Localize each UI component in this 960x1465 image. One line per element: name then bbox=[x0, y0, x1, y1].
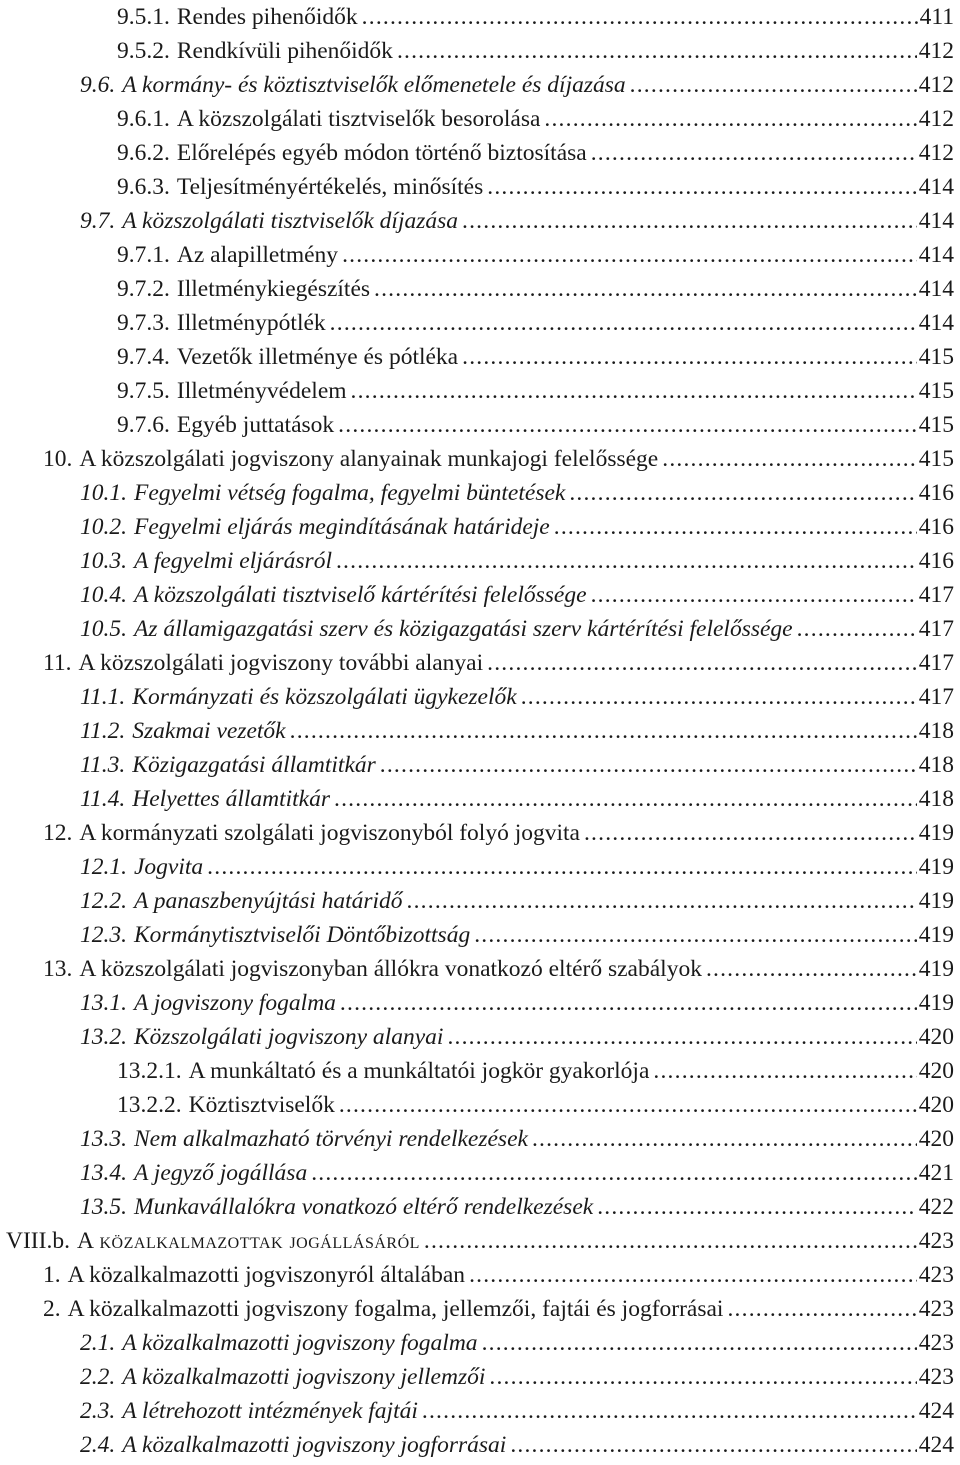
toc-entry[interactable] bbox=[117, 136, 954, 170]
toc-entry-number: 11.1. bbox=[80, 684, 126, 710]
dot-leader bbox=[422, 1394, 917, 1428]
toc-entry-page: 416 bbox=[918, 514, 954, 540]
dot-leader bbox=[727, 1292, 916, 1326]
dot-leader bbox=[330, 306, 917, 340]
dot-leader bbox=[339, 1088, 917, 1122]
toc-entry[interactable] bbox=[117, 170, 954, 204]
toc-entry-number: 9.7.6. bbox=[117, 412, 170, 438]
toc-entry-title: Teljesítményértékelés, minősítés bbox=[176, 174, 484, 200]
toc-entry-title: A közalkalmazottak jogállásáról bbox=[76, 1228, 420, 1254]
toc-entry[interactable] bbox=[117, 306, 954, 340]
toc-entry-title: A kormány- és köztisztviselők előmenetele és díjazása bbox=[122, 72, 626, 98]
dot-leader bbox=[487, 646, 917, 680]
toc-entry-number: 9.7.4. bbox=[117, 344, 170, 370]
toc-entry-number: 9.7.3. bbox=[117, 310, 170, 336]
toc-entry[interactable] bbox=[80, 850, 954, 884]
toc-entry-number: 13.2.2. bbox=[117, 1092, 182, 1118]
toc-entry[interactable] bbox=[117, 1054, 954, 1088]
dot-leader bbox=[597, 1190, 917, 1224]
toc-entry-title: A közalkalmazotti jogviszony jellemzői bbox=[122, 1364, 486, 1390]
toc-entry[interactable] bbox=[80, 544, 954, 578]
toc-entry[interactable] bbox=[117, 374, 954, 408]
toc-entry-title: A fegyelmi eljárásról bbox=[134, 548, 332, 574]
dot-leader bbox=[569, 476, 916, 510]
dot-leader bbox=[554, 510, 917, 544]
toc-entry-title: A közalkalmazotti jogviszony fogalma bbox=[122, 1330, 478, 1356]
toc-entry-title: A közszolgálati jogviszonyban állókra vonatkozó eltérő szabályok bbox=[79, 956, 702, 982]
toc-entry[interactable] bbox=[80, 1394, 954, 1428]
dot-leader bbox=[290, 714, 917, 748]
toc-entry-number: 9.6.2. bbox=[117, 140, 170, 166]
toc-entry[interactable] bbox=[43, 646, 954, 680]
dot-leader bbox=[630, 68, 917, 102]
toc-entry-number: 10. bbox=[43, 446, 73, 472]
toc-entry-title: Fegyelmi vétség fogalma, fegyelmi büntetések bbox=[134, 480, 566, 506]
toc-entry[interactable] bbox=[80, 748, 954, 782]
dot-leader bbox=[342, 238, 917, 272]
toc-entry-number: 13.4. bbox=[80, 1160, 127, 1186]
toc-entry-page: 412 bbox=[918, 38, 954, 64]
toc-entry-page: 422 bbox=[918, 1194, 954, 1220]
toc-entry[interactable] bbox=[117, 102, 954, 136]
toc-entry-number: 2.1. bbox=[80, 1330, 116, 1356]
toc-entry-page: 423 bbox=[918, 1296, 954, 1322]
toc-entry-page: 415 bbox=[918, 446, 954, 472]
toc-entry[interactable] bbox=[80, 1020, 954, 1054]
toc-entry-number: 9.7. bbox=[80, 208, 116, 234]
toc-entry-title: Kormánytisztviselői Döntőbizottság bbox=[134, 922, 471, 948]
toc-entry-title: A kormányzati szolgálati jogviszonyból folyó jogvita bbox=[79, 820, 580, 846]
toc-entry-page: 420 bbox=[918, 1024, 954, 1050]
toc-entry-page: 414 bbox=[918, 242, 954, 268]
dot-leader bbox=[311, 1156, 917, 1190]
toc-entry[interactable] bbox=[80, 612, 954, 646]
toc-entry-title: A közszolgálati jogviszony további alanyai bbox=[78, 650, 484, 676]
toc-entry[interactable] bbox=[80, 1428, 954, 1462]
toc-entry-title: Az államigazgatási szerv és közigazgatási szerv kártérítési felelőssége bbox=[134, 616, 793, 642]
toc-entry[interactable] bbox=[43, 816, 954, 850]
toc-entry-page: 421 bbox=[918, 1160, 954, 1186]
toc-entry[interactable] bbox=[80, 1326, 954, 1360]
toc-entry-number: 10.4. bbox=[80, 582, 127, 608]
toc-entry-number: 12.1. bbox=[80, 854, 127, 880]
toc-entry-page: 419 bbox=[918, 922, 954, 948]
toc-entry[interactable] bbox=[117, 238, 954, 272]
toc-entry-page: 415 bbox=[918, 412, 954, 438]
toc-entry-page: 412 bbox=[918, 106, 954, 132]
toc-entry-number: 9.7.5. bbox=[117, 378, 170, 404]
dot-leader bbox=[397, 34, 917, 68]
toc-entry[interactable] bbox=[117, 1088, 954, 1122]
dot-leader bbox=[462, 340, 917, 374]
toc-entry-number: 11. bbox=[43, 650, 72, 676]
toc-entry-title: A panaszbenyújtási határidő bbox=[134, 888, 403, 914]
toc-entry[interactable] bbox=[80, 68, 954, 102]
toc-entry[interactable] bbox=[43, 1258, 954, 1292]
toc-entry-page: 424 bbox=[918, 1398, 954, 1424]
toc-entry-title: Rendes pihenőidők bbox=[176, 4, 358, 30]
toc-entry-number: 12. bbox=[43, 820, 73, 846]
toc-entry[interactable] bbox=[80, 1360, 954, 1394]
toc-entry-page: 415 bbox=[918, 344, 954, 370]
dot-leader bbox=[482, 1326, 917, 1360]
toc-entry[interactable] bbox=[80, 680, 954, 714]
dot-leader bbox=[487, 170, 916, 204]
toc-entry-number: 9.7.2. bbox=[117, 276, 170, 302]
dot-leader bbox=[338, 408, 917, 442]
toc-entry-number: 10.5. bbox=[80, 616, 127, 642]
dot-leader bbox=[469, 1258, 917, 1292]
toc-entry-page: 414 bbox=[918, 276, 954, 302]
toc-entry-page: 419 bbox=[918, 956, 954, 982]
toc-entry-page: 417 bbox=[918, 650, 954, 676]
dot-leader bbox=[591, 578, 917, 612]
toc-entry-page: 419 bbox=[918, 820, 954, 846]
dot-leader bbox=[380, 748, 917, 782]
dot-leader bbox=[591, 136, 917, 170]
toc-entry-title: Vezetők illetménye és pótléka bbox=[176, 344, 459, 370]
dot-leader bbox=[489, 1360, 916, 1394]
dot-leader bbox=[407, 884, 917, 918]
toc-entry-title: Helyettes államtitkár bbox=[132, 786, 331, 812]
toc-entry[interactable] bbox=[117, 0, 954, 34]
toc-entry-number: 9.6. bbox=[80, 72, 116, 98]
toc-entry-page: 414 bbox=[918, 174, 954, 200]
toc-entry-number: 9.5.2. bbox=[117, 38, 170, 64]
toc-entry-title: Kormányzati és közszolgálati ügykezelők bbox=[132, 684, 517, 710]
toc-entry-title: Közszolgálati jogviszony alanyai bbox=[134, 1024, 444, 1050]
toc-entry-number: 10.3. bbox=[80, 548, 127, 574]
toc-entry-page: 419 bbox=[918, 888, 954, 914]
toc-entry-title: Az alapilletmény bbox=[176, 242, 339, 268]
toc-entry-number: 9.7.1. bbox=[117, 242, 170, 268]
toc-entry-title: A közalkalmazotti jogviszony fogalma, jellemzői, fajtái és jogforrásai bbox=[67, 1296, 724, 1322]
toc-entry-page: 415 bbox=[918, 378, 954, 404]
toc-entry-page: 423 bbox=[918, 1228, 954, 1254]
toc-entry-number: 9.6.3. bbox=[117, 174, 170, 200]
toc-entry[interactable] bbox=[80, 1156, 954, 1190]
toc-entry-number: 13.1. bbox=[80, 990, 127, 1016]
toc-entry-number: 12.2. bbox=[80, 888, 127, 914]
dot-leader bbox=[706, 952, 917, 986]
toc-entry-number: 11.2. bbox=[80, 718, 126, 744]
dot-leader bbox=[424, 1224, 917, 1258]
dot-leader bbox=[362, 0, 918, 34]
dot-leader bbox=[653, 1054, 916, 1088]
toc-entry-title: Illetménypótlék bbox=[176, 310, 326, 336]
toc-entry-number: 10.1. bbox=[80, 480, 127, 506]
toc-entry[interactable] bbox=[80, 782, 954, 816]
toc-entry-number: VIII.b. bbox=[6, 1228, 70, 1254]
dot-leader bbox=[447, 1020, 916, 1054]
toc-entry-title: Munkavállalókra vonatkozó eltérő rendelkezések bbox=[134, 1194, 594, 1220]
toc-entry[interactable] bbox=[80, 510, 954, 544]
toc-entry-page: 412 bbox=[918, 140, 954, 166]
toc-entry[interactable] bbox=[80, 714, 954, 748]
toc-entry-title: Rendkívüli pihenőidők bbox=[176, 38, 393, 64]
toc-entry-number: 11.3. bbox=[80, 752, 126, 778]
toc-entry[interactable] bbox=[80, 1122, 954, 1156]
toc-entry-title: Közigazgatási államtitkár bbox=[132, 752, 376, 778]
dot-leader bbox=[584, 816, 917, 850]
toc-entry-title: Jogvita bbox=[134, 854, 204, 880]
toc-entry-title: Szakmai vezetők bbox=[132, 718, 286, 744]
toc-entry-title: A közszolgálati tisztviselők besorolása bbox=[176, 106, 541, 132]
toc-entry-page: 418 bbox=[918, 786, 954, 812]
dot-leader bbox=[207, 850, 917, 884]
toc-entry-title: Előrelépés egyéb módon történő biztosítása bbox=[176, 140, 587, 166]
toc-entry-title: A közszolgálati jogviszony alanyainak munkajogi felelőssége bbox=[79, 446, 659, 472]
toc-entry[interactable] bbox=[43, 442, 954, 476]
dot-leader bbox=[521, 680, 917, 714]
dot-leader bbox=[532, 1122, 917, 1156]
toc-entry-number: 2.2. bbox=[80, 1364, 116, 1390]
toc-entry-page: 418 bbox=[918, 718, 954, 744]
toc-entry-number: 10.2. bbox=[80, 514, 127, 540]
toc-entry-page: 417 bbox=[918, 616, 954, 642]
toc-entry[interactable] bbox=[117, 340, 954, 374]
toc-entry-page: 418 bbox=[918, 752, 954, 778]
toc-entry-title: A jegyző jogállása bbox=[134, 1160, 308, 1186]
toc-entry-number: 9.5.1. bbox=[117, 4, 170, 30]
dot-leader bbox=[334, 782, 917, 816]
toc-entry-title: A közalkalmazotti jogviszonyról általában bbox=[67, 1262, 466, 1288]
toc-entry-title: Illetményvédelem bbox=[176, 378, 347, 404]
dot-leader bbox=[662, 442, 917, 476]
toc-entry-page: 420 bbox=[918, 1126, 954, 1152]
toc-entry-page: 417 bbox=[918, 582, 954, 608]
dot-leader bbox=[544, 102, 916, 136]
toc-entry-number: 11.4. bbox=[80, 786, 126, 812]
toc-entry-page: 417 bbox=[918, 684, 954, 710]
toc-entry-title: A jogviszony fogalma bbox=[134, 990, 336, 1016]
toc-entry-page: 414 bbox=[918, 208, 954, 234]
dot-leader bbox=[340, 986, 917, 1020]
toc-entry-number: 13. bbox=[43, 956, 73, 982]
toc-entry[interactable] bbox=[117, 408, 954, 442]
toc-entry-title: A közalkalmazotti jogviszony jogforrásai bbox=[122, 1432, 507, 1458]
toc-entry-number: 2. bbox=[43, 1296, 61, 1322]
toc-entry-number: 2.4. bbox=[80, 1432, 116, 1458]
toc-entry-number: 13.3. bbox=[80, 1126, 127, 1152]
toc-entry-title: Fegyelmi eljárás megindításának határideje bbox=[134, 514, 550, 540]
dot-leader bbox=[351, 374, 917, 408]
toc-entry-title: A közszolgálati tisztviselők díjazása bbox=[122, 208, 459, 234]
toc-entry-title: A munkáltató és a munkáltatói jogkör gyakorlója bbox=[188, 1058, 650, 1084]
toc-entry[interactable] bbox=[80, 476, 954, 510]
toc-entry-page: 414 bbox=[918, 310, 954, 336]
toc-entry[interactable] bbox=[117, 272, 954, 306]
toc-entry[interactable] bbox=[80, 578, 954, 612]
dot-leader bbox=[462, 204, 917, 238]
toc-entry-page: 420 bbox=[918, 1058, 954, 1084]
toc-entry-page: 423 bbox=[918, 1364, 954, 1390]
toc-entry-page: 423 bbox=[918, 1262, 954, 1288]
toc-entry-title: A közszolgálati tisztviselő kártérítési felelőssége bbox=[134, 582, 587, 608]
toc-entry-title: Egyéb juttatások bbox=[176, 412, 335, 438]
toc-entry-title: A létrehozott intézmények fajtái bbox=[122, 1398, 418, 1424]
toc-entry-title: Nem alkalmazható törvényi rendelkezések bbox=[134, 1126, 528, 1152]
toc-entry[interactable] bbox=[43, 1292, 954, 1326]
toc-entry[interactable] bbox=[43, 952, 954, 986]
toc-entry-number: 13.2. bbox=[80, 1024, 127, 1050]
toc-entry-page: 411 bbox=[919, 4, 954, 30]
toc-entry[interactable] bbox=[80, 986, 954, 1020]
toc-entry-page: 423 bbox=[918, 1330, 954, 1356]
toc-entry-number: 13.2.1. bbox=[117, 1058, 182, 1084]
dot-leader bbox=[374, 272, 917, 306]
toc-entry[interactable] bbox=[80, 204, 954, 238]
toc-entry[interactable] bbox=[80, 884, 954, 918]
toc-entry-number: 12.3. bbox=[80, 922, 127, 948]
dot-leader bbox=[797, 612, 917, 646]
toc-entry[interactable] bbox=[117, 34, 954, 68]
toc-entry-page: 412 bbox=[918, 72, 954, 98]
toc-entry-number: 13.5. bbox=[80, 1194, 127, 1220]
toc-entry-number: 2.3. bbox=[80, 1398, 116, 1424]
toc-entry[interactable] bbox=[80, 918, 954, 952]
toc-entry-title: Köztisztviselők bbox=[188, 1092, 335, 1118]
dot-leader bbox=[474, 918, 917, 952]
toc-entry[interactable] bbox=[6, 1224, 954, 1258]
dot-leader bbox=[510, 1428, 916, 1462]
toc-entry-page: 424 bbox=[918, 1432, 954, 1458]
toc-entry-title: Illetménykiegészítés bbox=[176, 276, 371, 302]
toc-entry-page: 416 bbox=[918, 548, 954, 574]
toc-entry-page: 420 bbox=[918, 1092, 954, 1118]
toc-entry-number: 1. bbox=[43, 1262, 61, 1288]
toc-entry[interactable] bbox=[80, 1190, 954, 1224]
toc-entry-page: 419 bbox=[918, 854, 954, 880]
toc-entry-number: 9.6.1. bbox=[117, 106, 170, 132]
dot-leader bbox=[336, 544, 917, 578]
toc-entry-page: 416 bbox=[918, 480, 954, 506]
toc-entry-page: 419 bbox=[918, 990, 954, 1016]
